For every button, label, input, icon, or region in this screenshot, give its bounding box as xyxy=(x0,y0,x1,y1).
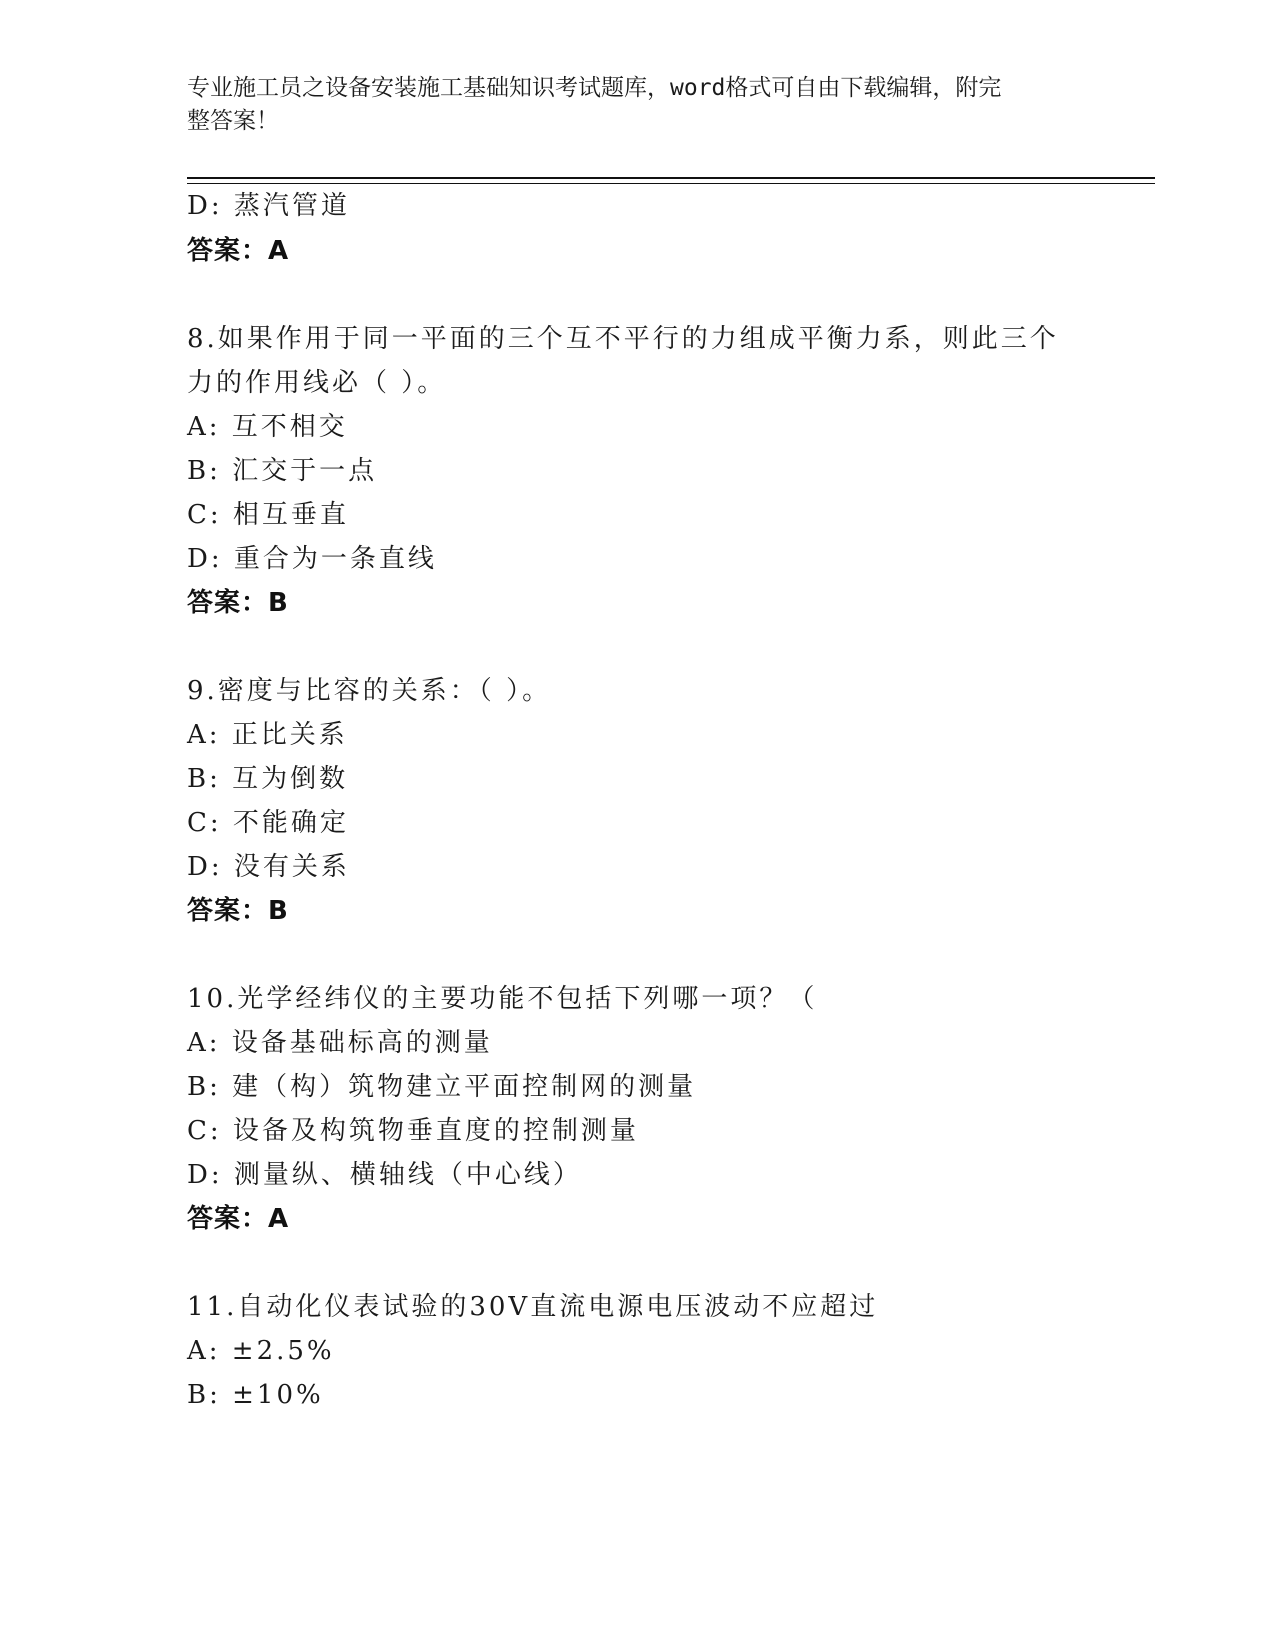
q10-option-b: B: 建（构）筑物建立平面控制网的测量 xyxy=(187,1072,697,1102)
q9-answer: 答案：B xyxy=(187,896,289,926)
q9-option-a: A: 正比关系 xyxy=(187,720,348,750)
q10-option-d: D: 测量纵、横轴线（中心线） xyxy=(187,1160,582,1190)
q8-option-b: B: 汇交于一点 xyxy=(187,456,378,486)
q8-question-line-2: 力的作用线必（ ）。 xyxy=(187,368,447,398)
q10-answer: 答案：A xyxy=(187,1204,290,1234)
q9-question: 9.密度与比容的关系：（ ）。 xyxy=(187,676,552,706)
q10-question: 10.光学经纬仪的主要功能不包括下列哪一项？（ xyxy=(187,984,818,1014)
q8-option-a: A: 互不相交 xyxy=(187,412,348,442)
prev-option-d: D: 蒸汽管道 xyxy=(187,191,350,221)
page-header xyxy=(187,72,1067,138)
header-line-1: 专业施工员之设备安装施工基础知识考试题库，word格式可自由下载编辑，附完 xyxy=(187,75,1002,101)
q10-option-c: C: 设备及构筑物垂直度的控制测量 xyxy=(187,1116,639,1146)
header-line-2: 整答案！ xyxy=(187,108,279,134)
q9-option-c: C: 不能确定 xyxy=(187,808,349,838)
q11-question: 11.自动化仪表试验的30V直流电源电压波动不应超过 xyxy=(187,1292,879,1322)
q10-option-a: A: 设备基础标高的测量 xyxy=(187,1028,493,1058)
q9-option-d: D: 没有关系 xyxy=(187,852,350,882)
q8-option-d: D: 重合为一条直线 xyxy=(187,544,437,574)
header-rule-thick xyxy=(187,177,1155,179)
q11-option-b: B: ±10% xyxy=(187,1380,324,1410)
q8-question-line-1: 8.如果作用于同一平面的三个互不平行的力组成平衡力系，则此三个 xyxy=(187,324,1059,354)
q9-option-b: B: 互为倒数 xyxy=(187,764,349,794)
q8-option-c: C: 相互垂直 xyxy=(187,500,349,530)
header-rule-thin xyxy=(187,183,1155,184)
q11-option-a: A: ±2.5% xyxy=(187,1336,335,1366)
q8-answer: 答案：B xyxy=(187,588,289,618)
prev-answer: 答案：A xyxy=(187,236,290,266)
